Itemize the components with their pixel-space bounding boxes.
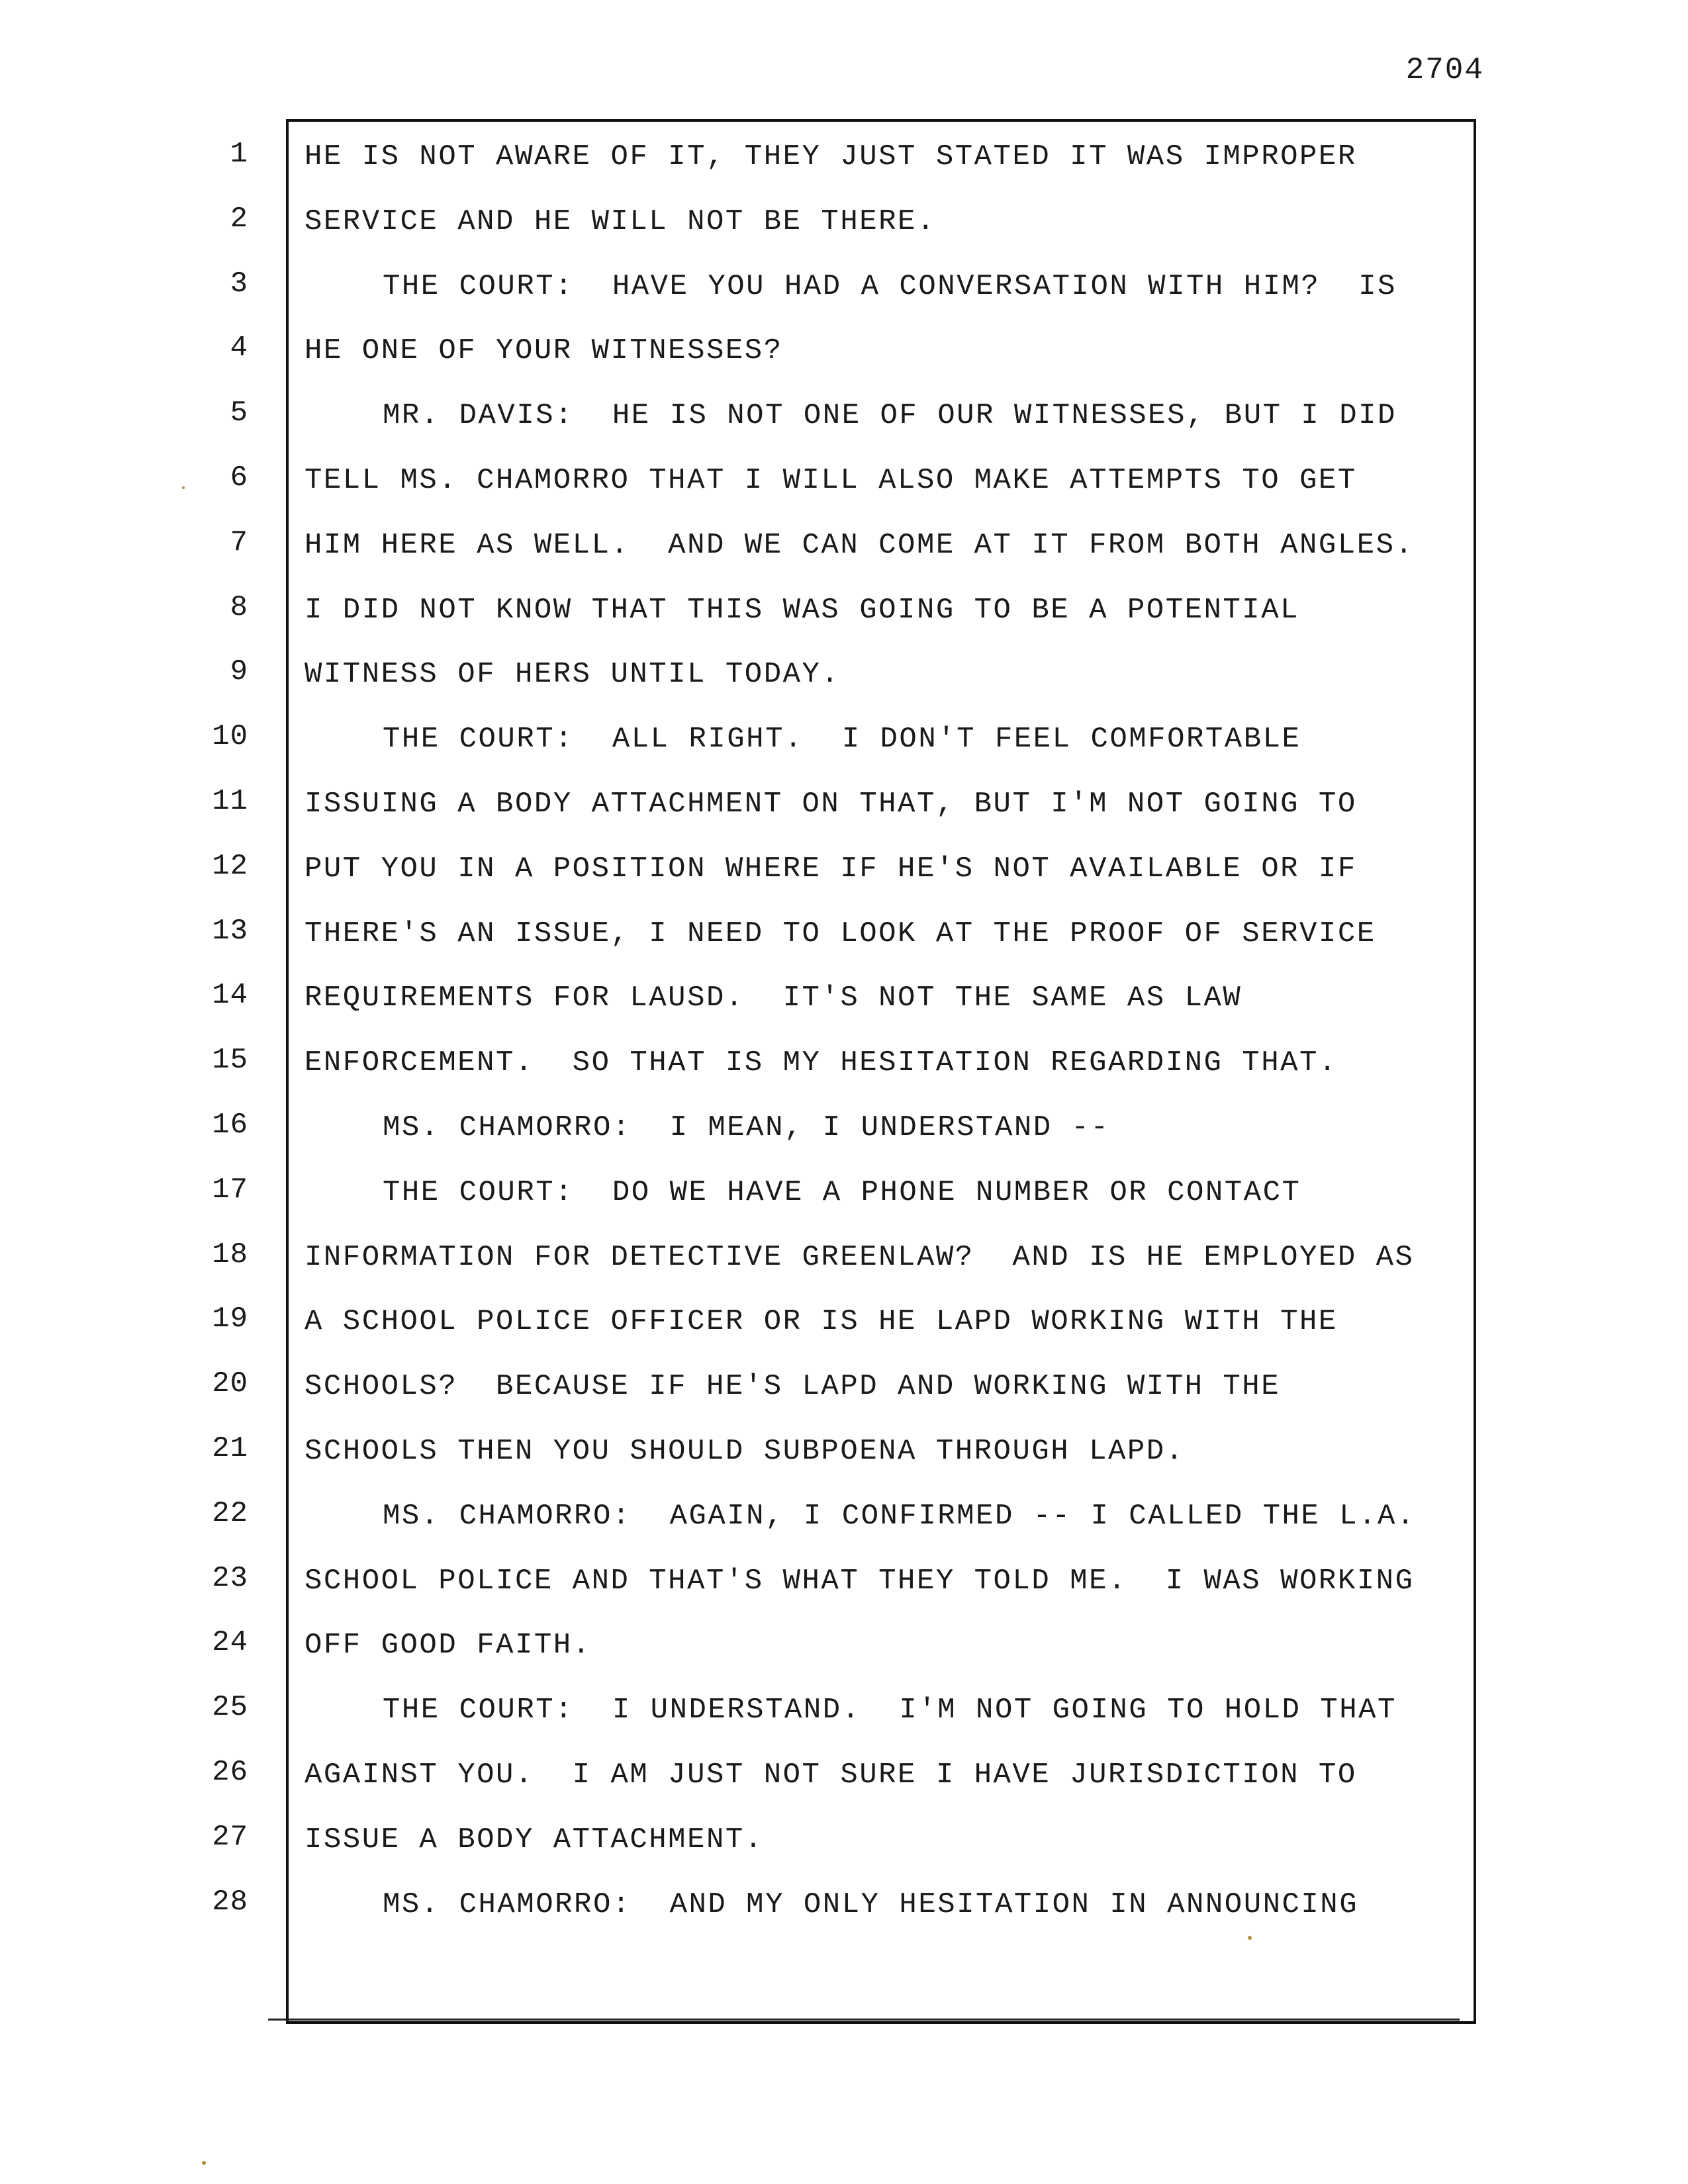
transcript-line (0, 1302, 1688, 1367)
transcript-line (0, 979, 1688, 1044)
line-number: 15 (212, 1044, 248, 1077)
transcript-line (0, 850, 1688, 915)
line-number: 2 (230, 202, 248, 236)
line-text: MS. CHAMORRO: I MEAN, I UNDERSTAND -- (383, 1111, 1110, 1144)
transcript-line (0, 1497, 1688, 1562)
line-text: ENFORCEMENT. SO THAT IS MY HESITATION REGARDING THAT. (305, 1046, 1338, 1080)
line-number: 25 (212, 1691, 248, 1725)
line-text: MS. CHAMORRO: AND MY ONLY HESITATION IN ANNOUNCING (383, 1888, 1359, 1921)
transcript-line (0, 1626, 1688, 1691)
line-text: THE COURT: HAVE YOU HAD A CONVERSATION WITH HIM? IS (383, 269, 1397, 303)
line-number: 4 (230, 332, 248, 365)
transcript-line (0, 461, 1688, 526)
line-number: 13 (212, 914, 248, 948)
line-text: WITNESS OF HERS UNTIL TODAY. (305, 658, 841, 692)
scan-speck (182, 486, 185, 489)
line-number: 19 (212, 1302, 248, 1336)
line-number: 6 (230, 461, 248, 494)
transcript-line (0, 1562, 1688, 1627)
scan-speck (1248, 1936, 1252, 1940)
page-number: 2704 (1405, 53, 1484, 87)
line-number: 26 (212, 1756, 248, 1789)
line-text: I DID NOT KNOW THAT THIS WAS GOING TO BE A POTENTIAL (305, 593, 1300, 627)
line-text: A SCHOOL POLICE OFFICER OR IS HE LAPD WORKING WITH THE (305, 1305, 1338, 1339)
transcript-line (0, 332, 1688, 396)
line-number: 1 (230, 138, 248, 171)
transcript-line (0, 1886, 1688, 1950)
line-number: 23 (212, 1561, 248, 1595)
line-number: 11 (212, 785, 248, 818)
transcript-line (0, 1756, 1688, 1821)
line-text: THE COURT: DO WE HAVE A PHONE NUMBER OR CONTACT (383, 1175, 1301, 1209)
line-text: SCHOOLS THEN YOU SHOULD SUBPOENA THROUGH LAPD. (305, 1435, 1185, 1468)
transcript-line (0, 1821, 1688, 1886)
line-text: HE ONE OF YOUR WITNESSES? (305, 334, 783, 368)
transcript-line (0, 1691, 1688, 1756)
line-number: 18 (212, 1238, 248, 1271)
line-text: THE COURT: I UNDERSTAND. I'M NOT GOING TO HOLD THAT (383, 1694, 1397, 1727)
line-text: MS. CHAMORRO: AGAIN, I CONFIRMED -- I CALLED THE L.A. (383, 1499, 1416, 1533)
line-text: SCHOOLS? BECAUSE IF HE'S LAPD AND WORKING WITH THE (305, 1370, 1281, 1404)
transcript-line (0, 1044, 1688, 1109)
line-number: 5 (230, 396, 248, 430)
line-text: OFF GOOD FAITH. (305, 1629, 592, 1662)
transcript-line (0, 203, 1688, 267)
line-number: 24 (212, 1626, 248, 1660)
line-number: 7 (230, 525, 248, 559)
transcript-line (0, 267, 1688, 332)
frame-bottom-rule (268, 2019, 1460, 2021)
transcript-line (0, 720, 1688, 785)
line-number: 8 (230, 590, 248, 624)
line-number: 9 (230, 655, 248, 689)
line-text: THERE'S AN ISSUE, I NEED TO LOOK AT THE PROOF OF SERVICE (305, 917, 1376, 950)
transcript-line (0, 526, 1688, 591)
line-number: 3 (230, 267, 248, 300)
line-text: TELL MS. CHAMORRO THAT I WILL ALSO MAKE ATTEMPTS TO GET (305, 464, 1357, 497)
line-number: 10 (212, 720, 248, 754)
line-text: REQUIREMENTS FOR LAUSD. IT'S NOT THE SAME AS LAW (305, 981, 1243, 1015)
line-text: SERVICE AND HE WILL NOT BE THERE. (305, 205, 936, 238)
transcript-line (0, 915, 1688, 979)
line-text: THE COURT: ALL RIGHT. I DON'T FEEL COMFORTABLE (383, 723, 1301, 756)
line-text: SCHOOL POLICE AND THAT'S WHAT THEY TOLD ME. I WAS WORKING (305, 1564, 1415, 1598)
line-number: 22 (212, 1496, 248, 1530)
line-number: 14 (212, 979, 248, 1013)
line-text: ISSUE A BODY ATTACHMENT. (305, 1823, 764, 1856)
transcript-line (0, 138, 1688, 203)
line-number: 28 (212, 1885, 248, 1919)
line-text: HE IS NOT AWARE OF IT, THEY JUST STATED IT WAS IMPROPER (305, 140, 1357, 173)
line-number: 20 (212, 1367, 248, 1401)
line-text: AGAINST YOU. I AM JUST NOT SURE I HAVE JURISDICTION TO (305, 1758, 1357, 1792)
line-text: MR. DAVIS: HE IS NOT ONE OF OUR WITNESSES, BUT I DID (383, 399, 1397, 433)
transcript-line (0, 655, 1688, 720)
line-number: 12 (212, 849, 248, 883)
transcript-line (0, 785, 1688, 850)
line-text: INFORMATION FOR DETECTIVE GREENLAW? AND IS HE EMPLOYED AS (305, 1240, 1415, 1274)
transcript-line (0, 1109, 1688, 1173)
transcript-line (0, 1432, 1688, 1497)
line-number: 17 (212, 1173, 248, 1206)
transcript-line (0, 1367, 1688, 1432)
transcript-line (0, 1238, 1688, 1303)
transcript-line (0, 591, 1688, 656)
line-text: PUT YOU IN A POSITION WHERE IF HE'S NOT AVAILABLE OR IF (305, 852, 1357, 886)
line-number: 16 (212, 1109, 248, 1142)
transcript-line (0, 396, 1688, 461)
line-number: 27 (212, 1820, 248, 1854)
scan-speck (202, 2161, 206, 2165)
line-text: HIM HERE AS WELL. AND WE CAN COME AT IT FROM BOTH ANGLES. (305, 528, 1415, 562)
line-text: ISSUING A BODY ATTACHMENT ON THAT, BUT I'M NOT GOING TO (305, 788, 1357, 821)
transcript-line (0, 1173, 1688, 1238)
line-number: 21 (212, 1432, 248, 1465)
